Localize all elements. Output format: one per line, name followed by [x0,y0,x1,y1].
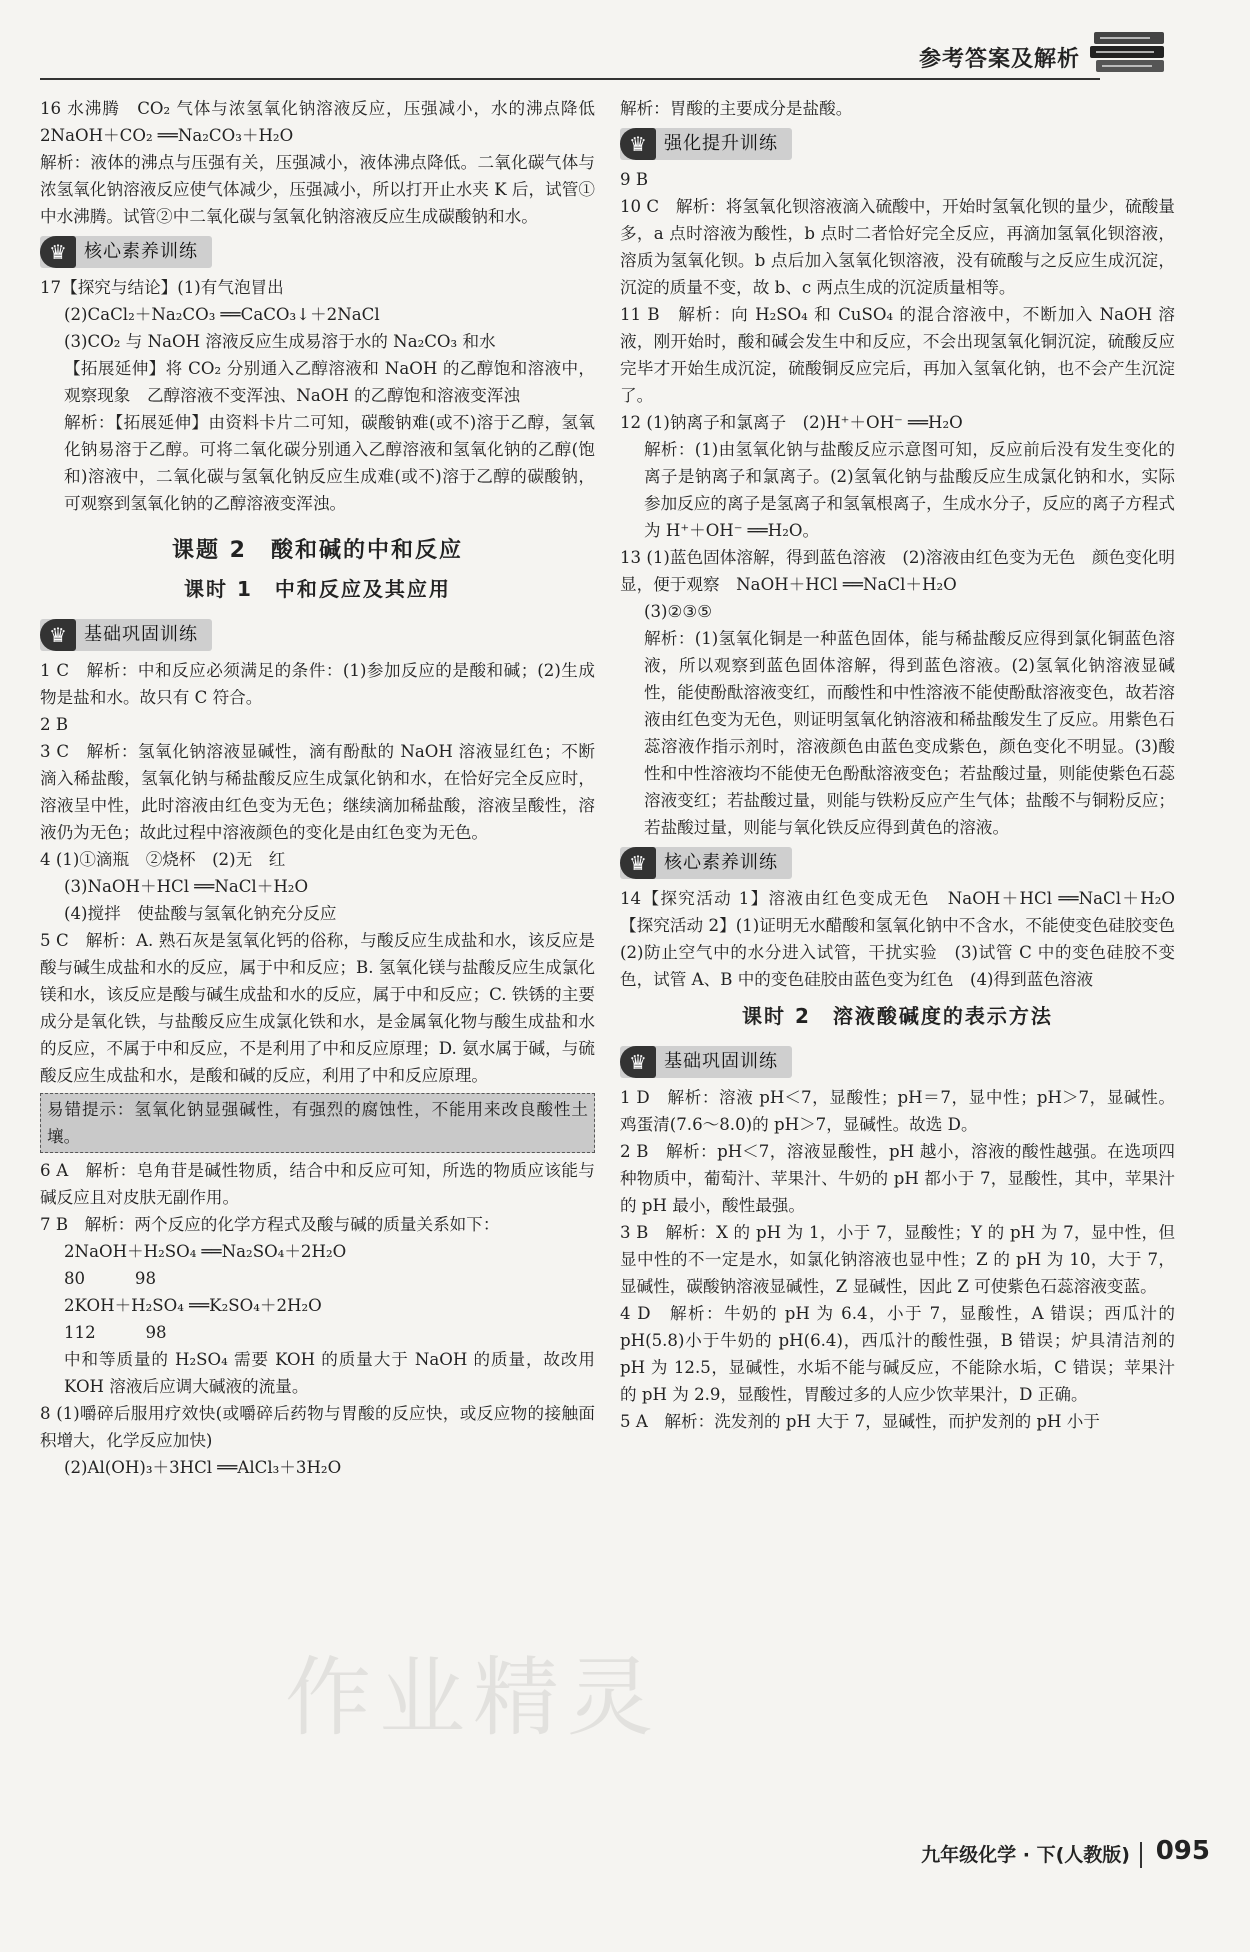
crown-icon: ♛ [40,236,76,268]
header-title: 参考答案及解析 [918,47,1080,72]
answer-5: 5 A 解析：洗发剂的 pH 大于 7，显碱性，而护发剂的 pH 小于 [620,1412,1100,1431]
answer-2: 2 B [40,715,69,734]
answer-10: 10 C 解析：将氢氧化钡溶液滴入硫酸中，开始时氢氧化钡的量少，硫酸量多，a 点时溶液为酸性，b 点时二者恰好完全反应，再滴加氢氧化钡溶液，溶质为氢氧化钡。b 点后加入氢氧化钡溶液，没有硫酸与之反应生成沉淀，沉淀的质量不变，故 b、c 两点生成的沉淀质量相等。 [620,197,1175,297]
equation: 2KOH＋H₂SO₄ ══K₂SO₄＋2H₂O [64,1296,322,1315]
answer-3: 3 C 解析：氢氧化钠溶液显碱性，滴有酚酞的 NaOH 溶液显红色；不断滴入稀盐酸，氢氧化钠与稀盐酸反应生成氯化钠和水，在恰好完全反应时，溶液呈中性，此时溶液由红色变为无色；继续滴加稀盐酸，溶液呈酸性，溶液仍为无色；故此过程中溶液颜色的变化是由红色变为无色。 [40,742,595,842]
answer-16-analysis: 解析：液体的沸点与压强有关，压强减小，液体沸点降低。二氧化碳气体与浓氢氧化钠溶液反应使气体减少，压强减小，所以打开止水夹 K 后，试管①中水沸腾。试管②中二氧化碳与氢氧化钠溶液反应生成碳酸钠和水。 [40,153,595,226]
class-period-title: 课时 2 溶液酸碱度的表示方法 [742,1004,1053,1028]
course-label: 九年级化学 · 下(人教版) [921,1844,1130,1866]
banner-label: 基础巩固训练 [84,624,198,645]
answer-17-line: 17【探究与结论】(1)有气泡冒出 [40,278,284,297]
answer-7-line: 7 B 解析：两个反应的化学方程式及酸与碱的质量关系如下： [40,1215,500,1234]
answer-8-line: 8 (1)嚼碎后服用疗效快(或嚼碎后药物与胃酸的反应快，或反应物的接触面积增大，化学反应加快) [40,1404,595,1450]
books-icon [1090,26,1170,82]
answer-3: 3 B 解析：X 的 pH 为 1，小于 7，显酸性；Y 的 pH 为 7，显中性，但显中性的不一定是水，如氯化钠溶液也显中性；Z 的 pH 为 10，大于 7，显碱性，碳酸钠溶液显碱性，Z 显碱性，因此 Z 可使紫色石蕊溶液变蓝。 [620,1223,1175,1296]
crown-icon: ♛ [40,619,76,651]
answer-12-analysis: 解析：(1)由氢氧化钠与盐酸反应示意图可知，反应前后没有发生变化的离子是钠离子和氯离子。(2)氢氧化钠与盐酸反应生成氯化钠和水，实际参加反应的离子是氢离子和氢氧根离子，生成水分子，反应的离子方程式为 H⁺＋OH⁻ ══H₂O。 [644,440,1175,540]
mass-ratio: 112 98 [64,1323,167,1342]
footer-divider [1140,1842,1142,1868]
crown-icon: ♛ [620,128,656,160]
banner-label: 基础巩固训练 [664,1051,778,1072]
right-column [620,95,1192,1435]
answer-1: 1 D 解析：溶液 pH＜7，显酸性；pH＝7，显中性；pH＞7，显碱性。鸡蛋清(7.6～8.0)的 pH＞7，显碱性。故选 D。 [620,1088,1175,1134]
answer-16-line: 16 水沸腾 CO₂ 气体与浓氢氧化钠溶液反应，压强减小，水的沸点降低 2NaOH＋CO₂ ══Na₂CO₃＋H₂O [40,99,612,145]
section-banner [40,236,212,268]
answer-4: 4 D 解析：牛奶的 pH 为 6.4，小于 7，显酸性，A 错误；西瓜汁的 pH(5.8)小于牛奶的 pH(6.4)，西瓜汁的酸性强，B 错误；炉具清洁剂的 pH 为 12.5，显碱性，水垢不能与碱反应，不能除水垢，C 错误；苹果汁的 pH 为 2.9，显酸性，胃酸过多的人应少饮苹果汁，D 正确。 [620,1304,1175,1404]
left-column [40,95,612,1481]
banner-label: 强化提升训练 [664,133,778,154]
answer-9: 9 B [620,170,649,189]
answer-4-line: (3)NaOH＋HCl ══NaCl＋H₂O [64,877,309,896]
answer-17-line: (2)CaCl₂＋Na₂CO₃ ══CaCO₃↓＋2NaCl [64,305,380,324]
section-banner [620,847,792,879]
answer-13-line: 13 (1)蓝色固体溶解，得到蓝色溶液 (2)溶液由红色变为无色 颜色变化明显，便于观察 NaOH＋HCl ══NaCl＋H₂O [620,548,1175,594]
answer-13-analysis: 解析：(1)氢氧化铜是一种蓝色固体，能与稀盐酸反应得到氯化铜蓝色溶液，所以观察到蓝色固体溶解，得到蓝色溶液。(2)氢氧化钠溶液显碱性，能使酚酞溶液变红，而酸性和中性溶液不能使酚酞溶液变色，故若溶液由红色变为无色，则证明氢氧化钠溶液和稀盐酸发生了反应。用紫色石蕊溶液作指示剂时，溶液颜色由蓝色变成紫色，颜色变化不明显。(3)酸性和中性溶液均不能使无色酚酞溶液变色；若盐酸过量，则能使紫色石蕊溶液变红；若盐酸过量，则能与铁粉反应产生气体；盐酸不与铜粉反应；若盐酸过量，则能与氧化铁反应得到黄色的溶液。 [644,629,1175,837]
answer-8-line: (2)Al(OH)₃＋3HCl ══AlCl₃＋3H₂O [64,1458,342,1477]
continued-analysis: 解析：胃酸的主要成分是盐酸。 [620,99,853,118]
section-banner [40,619,212,651]
answer-17-line: 【拓展延伸】将 CO₂ 分别通入乙醇溶液和 NaOH 的乙醇饱和溶液中，观察现象 乙醇溶液不变浑浊、NaOH 的乙醇饱和溶液变浑浊 [64,359,595,405]
answer-6: 6 A 解析：皂角苷是碱性物质，结合中和反应可知，所选的物质应该能与碱反应且对皮肤无副作用。 [40,1161,595,1207]
answer-7-conclusion: 中和等质量的 H₂SO₄ 需要 KOH 的质量大于 NaOH 的质量，故改用 KOH 溶液后应调大碱液的流量。 [64,1350,595,1396]
lesson-title: 课题 2 酸和碱的中和反应 [172,538,463,563]
crown-icon: ♛ [620,847,656,879]
section-banner [620,128,792,160]
mass-ratio: 80 98 [64,1269,157,1288]
error-tip-box: 易错提示：氢氧化钠显强碱性，有强烈的腐蚀性，不能用来改良酸性土壤。 [40,1093,595,1153]
crown-icon: ♛ [620,1046,656,1078]
answer-17-line: (3)CO₂ 与 NaOH 溶液反应生成易溶于水的 Na₂CO₃ 和水 [64,332,496,351]
answer-17-analysis: 解析：【拓展延伸】由资料卡片二可知，碳酸钠难(或不)溶于乙醇，氢氧化钠易溶于乙醇。可将二氧化碳分别通入乙醇溶液和氢氧化钠的乙醇(饱和)溶液中，二氧化碳与氢氧化钠反应生成难(或不)溶于乙醇的碳酸钠，可观察到氢氧化钠的乙醇溶液变浑浊。 [64,413,595,513]
answer-4-line: (4)搅拌 使盐酸与氢氧化钠充分反应 [64,904,337,923]
page-number: 095 [1155,1836,1210,1866]
section-banner [620,1046,792,1078]
equation: 2NaOH＋H₂SO₄ ══Na₂SO₄＋2H₂O [64,1242,347,1261]
page-header [40,30,1210,82]
answer-2: 2 B 解析：pH＜7，溶液显酸性，pH 越小，溶液的酸性越强。在选项四种物质中，葡萄汁、苹果汁、牛奶的 pH 都小于 7，显酸性，其中，苹果汁的 pH 最小，酸性最强。 [620,1142,1175,1215]
answer-12-line: 12 (1)钠离子和氯离子 (2)H⁺＋OH⁻ ══H₂O [620,413,963,432]
page-footer [620,1836,1210,1876]
header-rule [40,78,1100,80]
answer-4-line: 4 (1)①滴瓶 ②烧杯 (2)无 红 [40,850,286,869]
answer-5: 5 C 解析：A. 熟石灰是氢氧化钙的俗称，与酸反应生成盐和水，该反应是酸与碱生成盐和水的反应，属于中和反应；B. 氢氧化镁与盐酸反应生成氯化镁和水，该反应是酸与碱生成盐和水的反应，属于中和反应；C. 铁锈的主要成分是氧化铁，与盐酸反应生成氯化铁和水，是金属氧化物与酸生成盐和水的反应，不属于中和反应，不是利用了中和反应原理；D. 氨水属于碱，与硫酸反应生成盐和水，是酸和碱的反应，利用了中和反应原理。 [40,931,595,1085]
answer-11: 11 B 解析：向 H₂SO₄ 和 CuSO₄ 的混合溶液中，不断加入 NaOH 溶液，刚开始时，酸和碱会发生中和反应，不会出现氢氧化铜沉淀，硫酸反应完毕才开始生成沉淀，硫酸铜反应完后，再加入氢氧化钠，也不会产生沉淀了。 [620,305,1175,405]
answer-1: 1 C 解析：中和反应必须满足的条件：(1)参加反应的是酸和碱；(2)生成物是盐和水。故只有 C 符合。 [40,661,595,707]
watermark: 作业精灵 [285,1648,661,1748]
answer-13-line: (3)②③⑤ [644,602,713,621]
answer-14: 14【探究活动 1】溶液由红色变成无色 NaOH＋HCl ══NaCl＋H₂O 【探究活动 2】(1)证明无水醋酸和氢氧化钠中不含水，不能使变色硅胶变色 (2)防止空气中的水分进入试管，干扰实验 (3)试管 C 中的变色硅胶不变色，试管 A、B 中的变色硅胶由蓝色变为红色 (4)得到蓝色溶液 [620,889,1192,989]
class-period-title: 课时 1 中和反应及其应用 [184,577,451,601]
banner-label: 核心素养训练 [84,241,198,262]
banner-label: 核心素养训练 [664,852,778,873]
